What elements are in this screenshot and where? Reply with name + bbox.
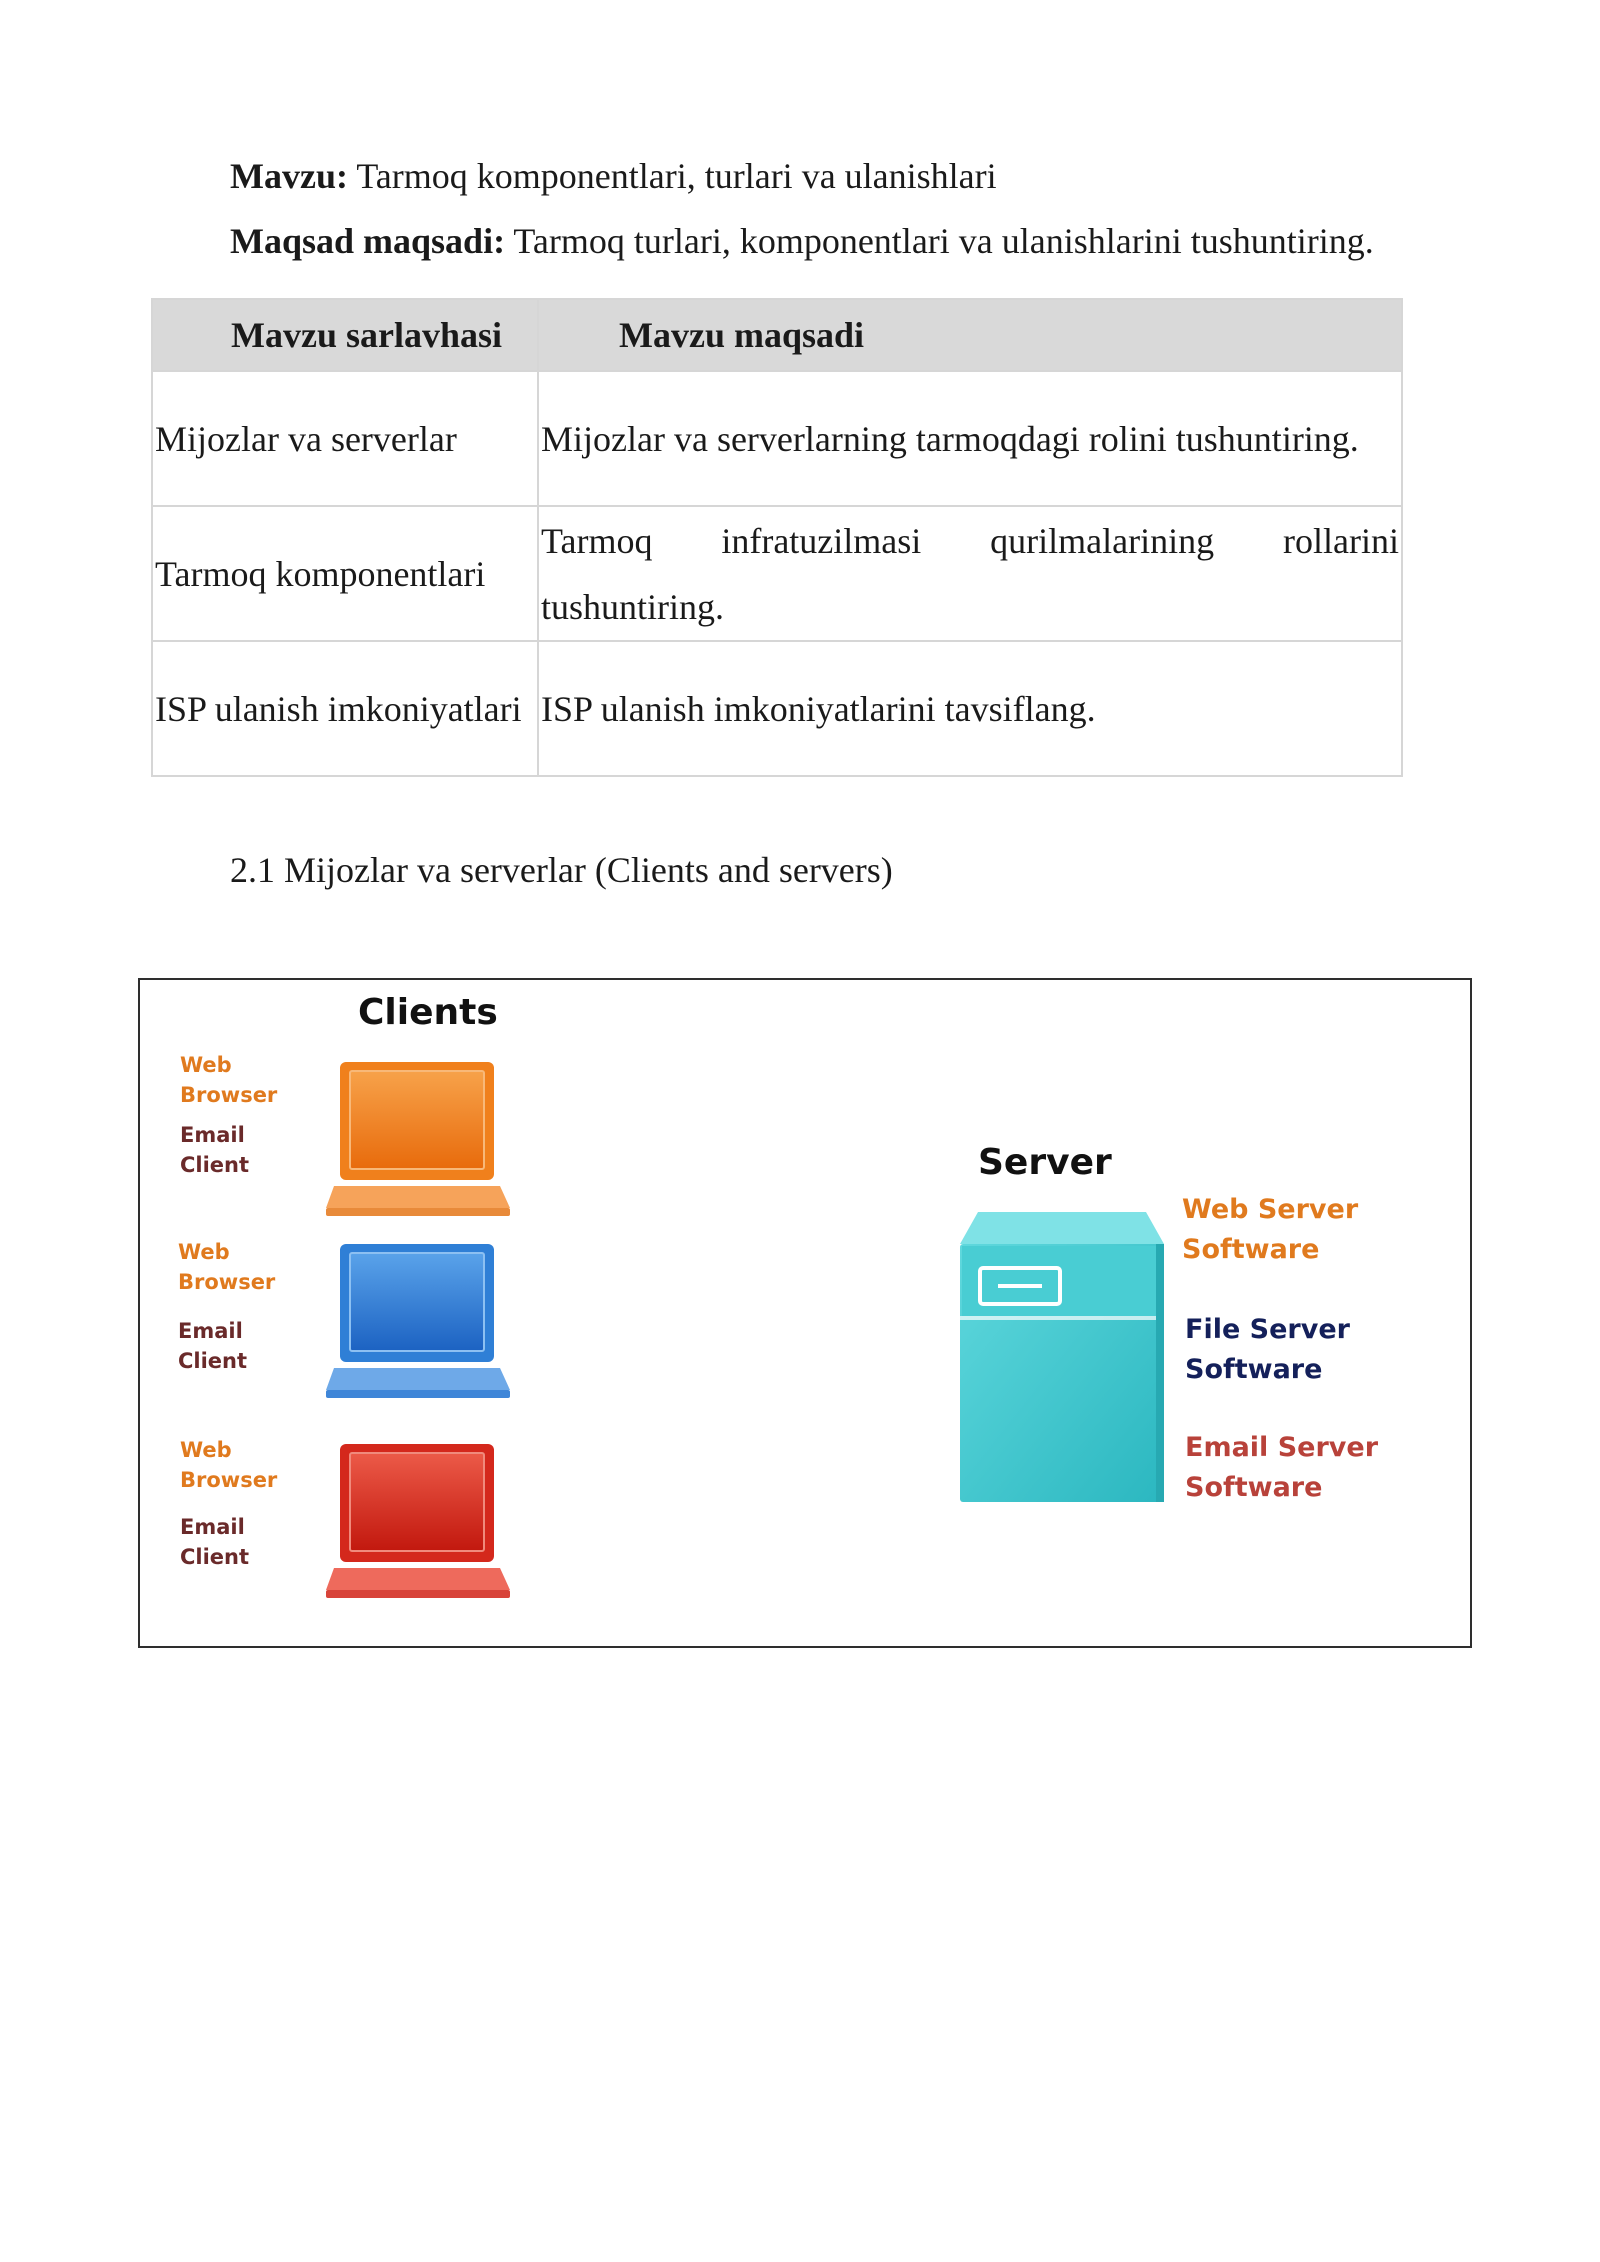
table-header-title: Mavzu sarlavhasi	[152, 299, 538, 371]
topics-table	[151, 298, 1403, 777]
laptop-blue-icon	[326, 1242, 512, 1406]
client-1-email-client-label: Email Client	[180, 1123, 250, 1177]
file-server-software-label: File Server Software	[1185, 1314, 1350, 1385]
laptop-red-icon	[326, 1442, 512, 1606]
client-1-web-browser-label: Web Browser	[180, 1053, 278, 1107]
row-goal: ISP ulanish imkoniyatlarini tavsiflang.	[538, 641, 1402, 776]
row-goal: Mijozlar va serverlarning tarmoqdagi rolini tushuntiring.	[538, 371, 1402, 506]
client-3-web-browser-label: Web Browser	[180, 1438, 278, 1492]
client-2-web-browser-label: Web Browser	[178, 1240, 276, 1294]
table-header-goal: Mavzu maqsadi	[538, 299, 1402, 371]
topic-label: Mavzu:	[230, 156, 348, 196]
goal-label: Maqsad maqsadi:	[230, 221, 506, 261]
client-3-email-client-label: Email Client	[180, 1515, 250, 1569]
topic-text: Tarmoq komponentlari, turlari va ulanishlari	[356, 156, 997, 196]
web-server-software-label: Web Server Software	[1182, 1194, 1359, 1265]
row-goal: Tarmoq infratuzilmasi qurilmalarining rollarini tushuntiring.	[538, 506, 1402, 641]
goal-line	[230, 219, 1374, 263]
row-title: Mijozlar va serverlar	[152, 371, 538, 506]
table-header-row	[152, 299, 1402, 371]
table-row	[152, 371, 1402, 506]
row-title: ISP ulanish imkoniyatlari	[152, 641, 538, 776]
goal-text: Tarmoq turlari, komponentlari va ulanishlarini tushuntiring.	[513, 221, 1374, 261]
laptop-orange-icon	[326, 1060, 512, 1224]
table-row	[152, 641, 1402, 776]
email-server-software-label: Email Server Software	[1185, 1432, 1379, 1503]
server-icon	[960, 1210, 1172, 1506]
topic-line	[230, 154, 997, 198]
section-heading: 2.1 Mijozlar va serverlar (Clients and servers)	[230, 850, 893, 890]
clients-server-figure	[138, 978, 1472, 1648]
clients-title: Clients	[358, 992, 498, 1033]
table-row	[152, 506, 1402, 641]
server-title: Server	[978, 1142, 1112, 1183]
client-2-email-client-label: Email Client	[178, 1319, 248, 1373]
row-title: Tarmoq komponentlari	[152, 506, 538, 641]
